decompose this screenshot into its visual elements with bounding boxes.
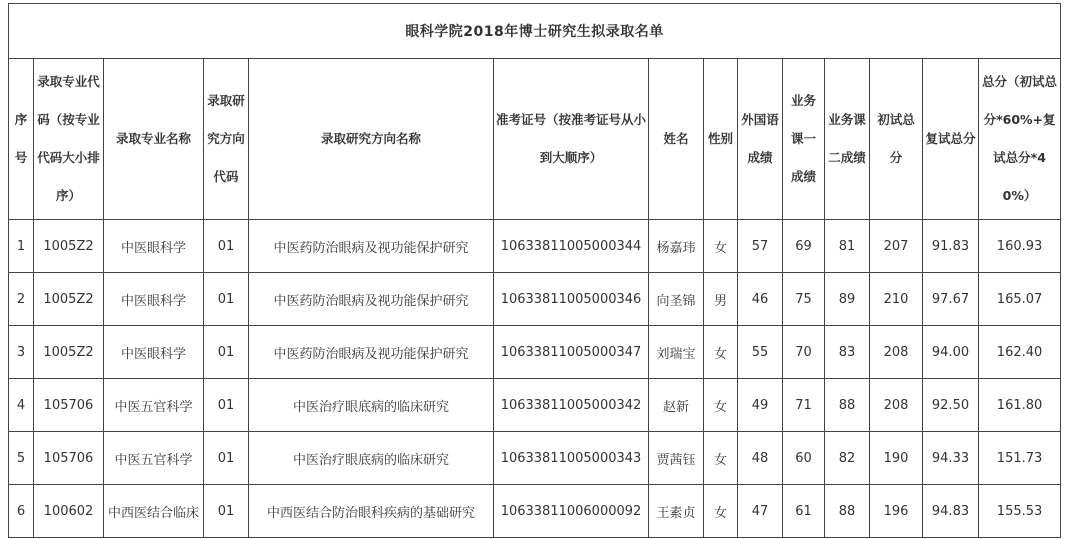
table-row <box>9 379 1061 432</box>
admission-table <box>8 3 1061 538</box>
column-header-seq: 序号 <box>9 59 34 220</box>
table-cell-retest-total: 97.67 <box>923 273 979 326</box>
table-cell-major-name: 中医五官科学 <box>104 379 204 432</box>
table-cell-major-name: 中医眼科学 <box>104 326 204 379</box>
table-cell-name: 王素贞 <box>649 485 704 538</box>
column-header-gender: 性别 <box>704 59 738 220</box>
table-cell-initial-total: 208 <box>870 326 923 379</box>
table-cell-weighted-total: 162.40 <box>979 326 1061 379</box>
table-cell-course2-score: 89 <box>825 273 870 326</box>
table-cell-gender: 男 <box>704 273 738 326</box>
table-cell-direction-name: 中医药防治眼病及视功能保护研究 <box>249 273 494 326</box>
table-cell-major-code: 1005Z2 <box>34 273 104 326</box>
table-title: 眼科学院2018年博士研究生拟录取名单 <box>9 4 1061 59</box>
table-cell-name: 贾茜钰 <box>649 432 704 485</box>
table-cell-foreign-language-score: 57 <box>738 220 783 273</box>
table-cell-major-code: 105706 <box>34 379 104 432</box>
table-cell-gender: 女 <box>704 326 738 379</box>
column-header-exam-ticket-no: 准考证号（按准考证号从小到大顺序） <box>494 59 649 220</box>
table-cell-seq: 1 <box>9 220 34 273</box>
table-cell-seq: 5 <box>9 432 34 485</box>
table-cell-seq: 3 <box>9 326 34 379</box>
table-cell-seq: 6 <box>9 485 34 538</box>
table-row <box>9 326 1061 379</box>
table-cell-weighted-total: 165.07 <box>979 273 1061 326</box>
table-cell-retest-total: 94.83 <box>923 485 979 538</box>
column-header-initial-total: 初试总分 <box>870 59 923 220</box>
column-header-direction-code: 录取研究方向代码 <box>204 59 249 220</box>
table-cell-foreign-language-score: 55 <box>738 326 783 379</box>
table-cell-major-code: 105706 <box>34 432 104 485</box>
table-body <box>9 220 1061 538</box>
table-cell-seq: 4 <box>9 379 34 432</box>
table-cell-course1-score: 71 <box>783 379 825 432</box>
table-cell-retest-total: 94.33 <box>923 432 979 485</box>
table-cell-direction-name: 中医药防治眼病及视功能保护研究 <box>249 220 494 273</box>
table-cell-direction-code: 01 <box>204 432 249 485</box>
table-cell-initial-total: 190 <box>870 432 923 485</box>
table-cell-major-name: 中医眼科学 <box>104 220 204 273</box>
table-cell-gender: 女 <box>704 432 738 485</box>
table-cell-gender: 女 <box>704 485 738 538</box>
table-cell-direction-name: 中西医结合防治眼科疾病的基础研究 <box>249 485 494 538</box>
table-row <box>9 432 1061 485</box>
table-cell-weighted-total: 161.80 <box>979 379 1061 432</box>
table-cell-weighted-total: 151.73 <box>979 432 1061 485</box>
table-cell-major-name: 中医五官科学 <box>104 432 204 485</box>
table-row <box>9 273 1061 326</box>
table-cell-weighted-total: 155.53 <box>979 485 1061 538</box>
table-cell-name: 向圣锦 <box>649 273 704 326</box>
table-cell-gender: 女 <box>704 379 738 432</box>
column-header-major-code: 录取专业代码（按专业代码大小排序） <box>34 59 104 220</box>
table-cell-course1-score: 69 <box>783 220 825 273</box>
table-cell-initial-total: 210 <box>870 273 923 326</box>
column-header-major-name: 录取专业名称 <box>104 59 204 220</box>
table-cell-gender: 女 <box>704 220 738 273</box>
header-row <box>9 59 1061 220</box>
table-cell-course2-score: 88 <box>825 485 870 538</box>
column-header-name: 姓名 <box>649 59 704 220</box>
table-cell-exam-ticket-no: 10633811006000092 <box>494 485 649 538</box>
table-cell-exam-ticket-no: 10633811005000344 <box>494 220 649 273</box>
table-cell-course2-score: 88 <box>825 379 870 432</box>
table-cell-name: 杨嘉玮 <box>649 220 704 273</box>
table-cell-course1-score: 75 <box>783 273 825 326</box>
table-cell-seq: 2 <box>9 273 34 326</box>
table-row <box>9 220 1061 273</box>
table-cell-exam-ticket-no: 10633811005000342 <box>494 379 649 432</box>
table-cell-retest-total: 91.83 <box>923 220 979 273</box>
table-cell-direction-code: 01 <box>204 379 249 432</box>
table-cell-direction-name: 中医药防治眼病及视功能保护研究 <box>249 326 494 379</box>
table-cell-major-code: 100602 <box>34 485 104 538</box>
table-cell-direction-name: 中医治疗眼底病的临床研究 <box>249 379 494 432</box>
table-cell-major-code: 1005Z2 <box>34 326 104 379</box>
table-cell-major-name: 中西医结合临床 <box>104 485 204 538</box>
table-cell-retest-total: 94.00 <box>923 326 979 379</box>
table-cell-course2-score: 81 <box>825 220 870 273</box>
column-header-foreign-language-score: 外国语成绩 <box>738 59 783 220</box>
table-cell-exam-ticket-no: 10633811005000347 <box>494 326 649 379</box>
table-cell-foreign-language-score: 47 <box>738 485 783 538</box>
table-cell-foreign-language-score: 49 <box>738 379 783 432</box>
column-header-course2-score: 业务课二成绩 <box>825 59 870 220</box>
title-row <box>9 4 1061 59</box>
table-cell-name: 赵新 <box>649 379 704 432</box>
table-cell-course1-score: 61 <box>783 485 825 538</box>
table-cell-course1-score: 70 <box>783 326 825 379</box>
table-cell-exam-ticket-no: 10633811005000346 <box>494 273 649 326</box>
table-cell-direction-code: 01 <box>204 326 249 379</box>
table-cell-retest-total: 92.50 <box>923 379 979 432</box>
table-cell-initial-total: 207 <box>870 220 923 273</box>
table-row <box>9 485 1061 538</box>
table-cell-foreign-language-score: 48 <box>738 432 783 485</box>
table-cell-initial-total: 196 <box>870 485 923 538</box>
table-cell-exam-ticket-no: 10633811005000343 <box>494 432 649 485</box>
column-header-retest-total: 复试总分 <box>923 59 979 220</box>
column-header-weighted-total: 总分（初试总分*60%+复试总分*40%） <box>979 59 1061 220</box>
table-cell-direction-code: 01 <box>204 273 249 326</box>
table-cell-initial-total: 208 <box>870 379 923 432</box>
table-cell-name: 刘瑞宝 <box>649 326 704 379</box>
table-cell-direction-name: 中医治疗眼底病的临床研究 <box>249 432 494 485</box>
table-cell-foreign-language-score: 46 <box>738 273 783 326</box>
table-cell-major-name: 中医眼科学 <box>104 273 204 326</box>
table-cell-weighted-total: 160.93 <box>979 220 1061 273</box>
table-cell-course1-score: 60 <box>783 432 825 485</box>
table-cell-course2-score: 82 <box>825 432 870 485</box>
column-header-course1-score: 业务课一成绩 <box>783 59 825 220</box>
table-cell-course2-score: 83 <box>825 326 870 379</box>
table-cell-direction-code: 01 <box>204 220 249 273</box>
table-cell-major-code: 1005Z2 <box>34 220 104 273</box>
table-cell-direction-code: 01 <box>204 485 249 538</box>
column-header-direction-name: 录取研究方向名称 <box>249 59 494 220</box>
